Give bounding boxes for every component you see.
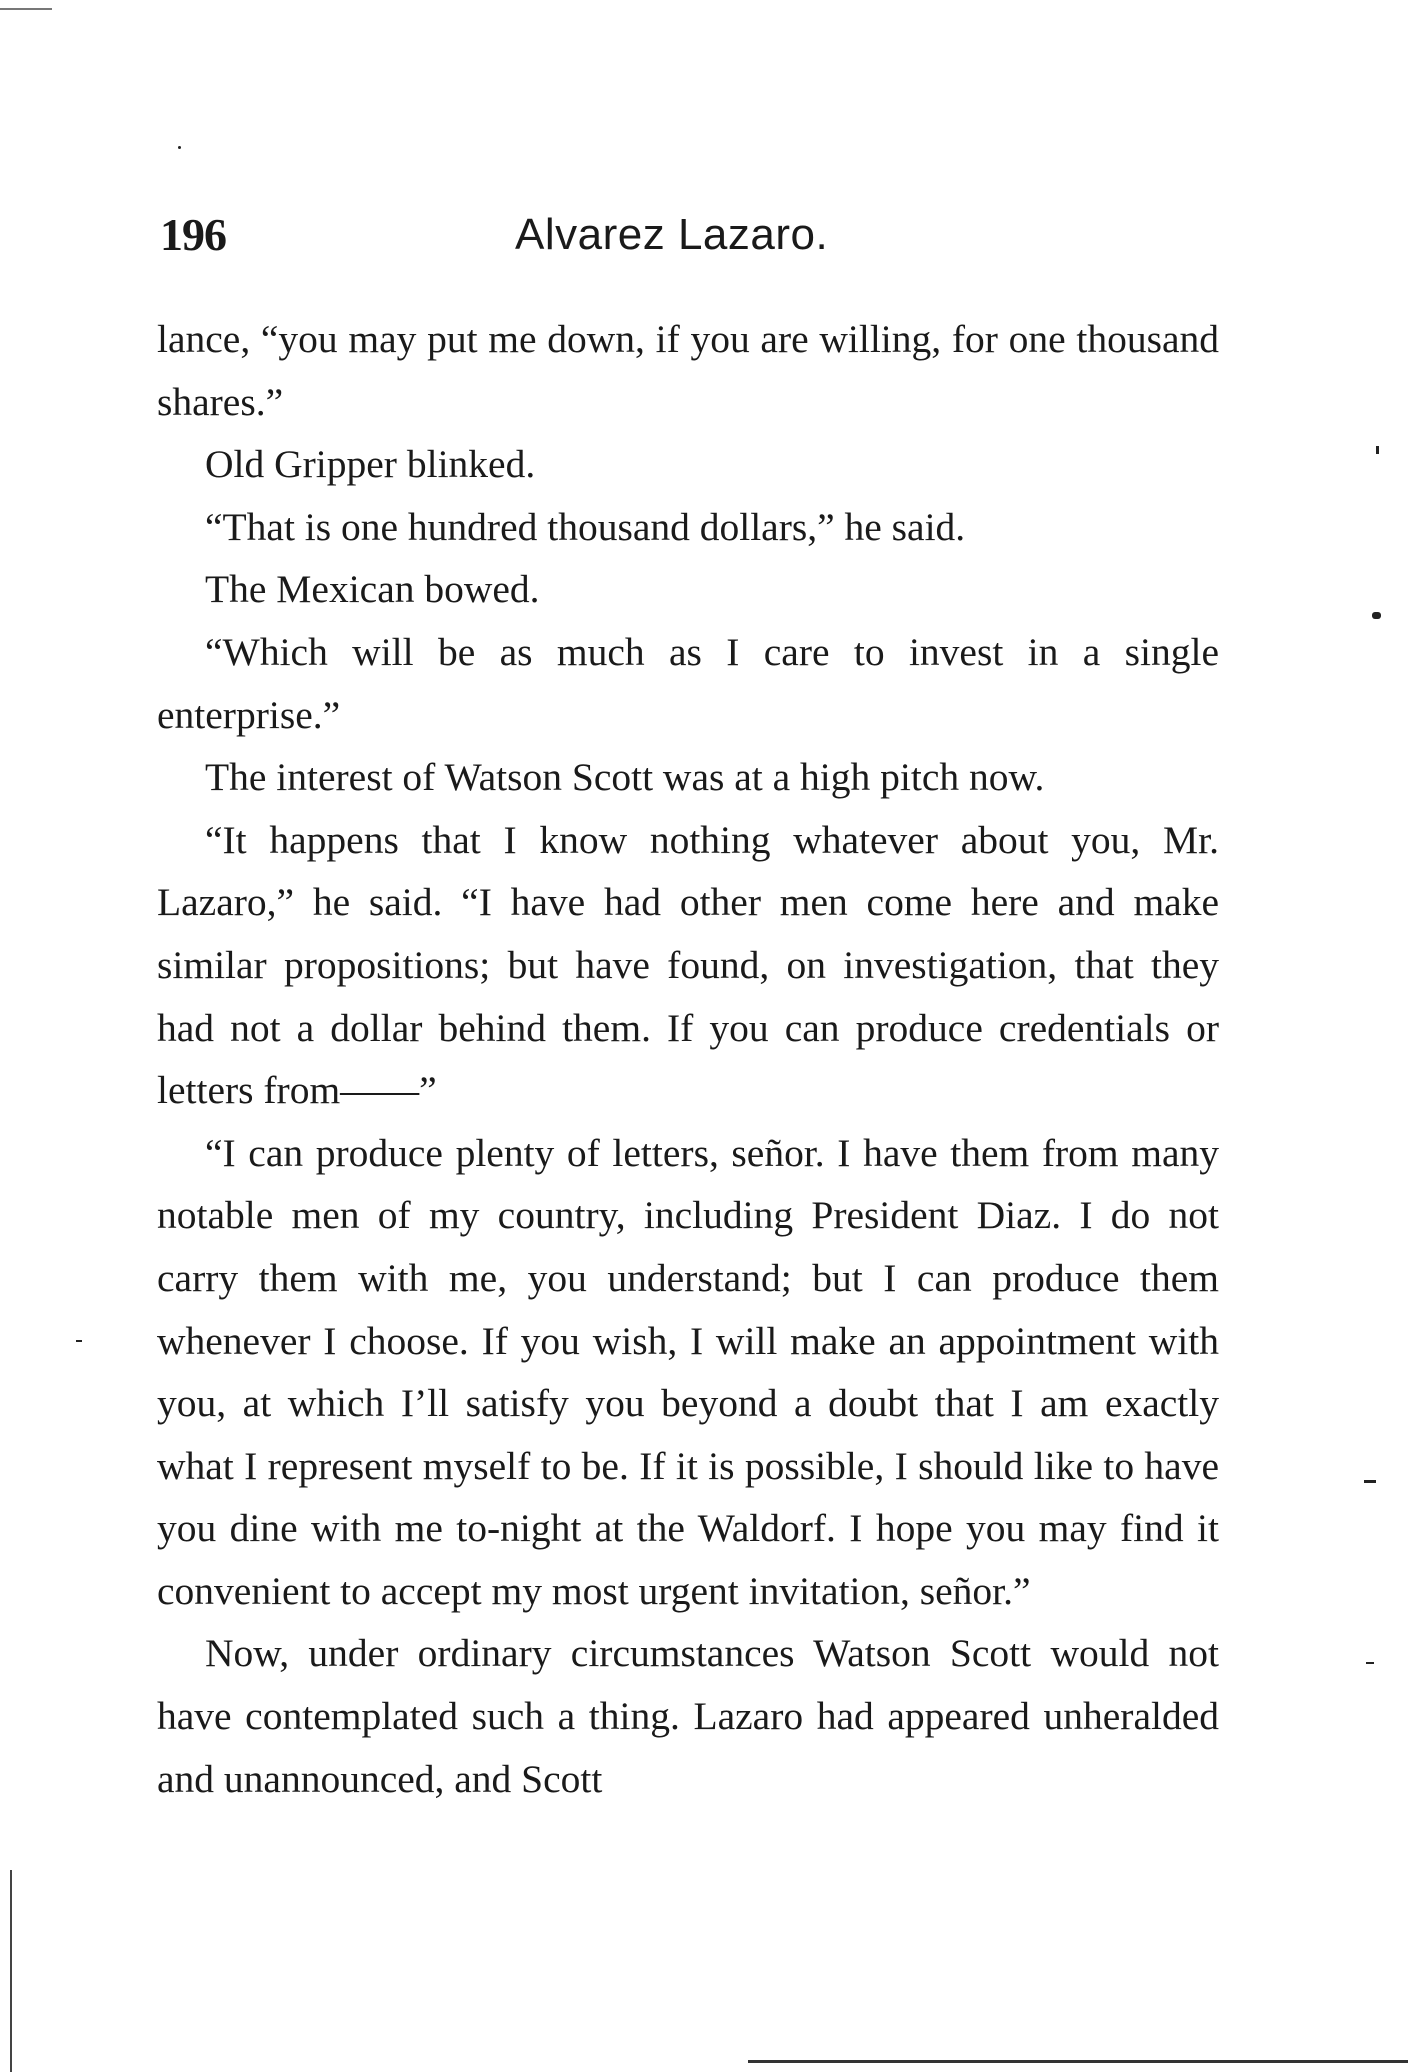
scan-bottom-line (748, 2060, 1408, 2063)
scan-speck (178, 146, 181, 149)
paragraph: Now, under ordinary circumstances Watson Scott would not have contemplated such a thing. Lazaro had appeared unheralded and unannounced, and Scott (157, 1631, 1219, 1801)
scan-edge-mark (0, 8, 52, 10)
paragraph: The Mexican bowed. (205, 567, 540, 612)
paragraph: “Which will be as much as I care to invest in a single enterprise.” (157, 629, 1219, 737)
running-title: Alvarez Lazaro. (515, 210, 829, 259)
paragraph: “It happens that I know nothing whatever about you, Mr. Lazaro,” he said. “I have had other men come here and make similar propositions; but have found, on investigation, that they had not a dollar behind them. If you can produce credentials or letters from——” (157, 817, 1219, 1113)
scan-speck (1366, 1662, 1374, 1664)
paragraph: Old Gripper blinked. (205, 442, 536, 487)
scan-speck (1376, 446, 1379, 454)
paragraph: “I can produce plenty of letters, señor. I have them from many notable men of my country, including President Diaz. I do not carry them with me, you understand; but I can produce them whenever I choose. If you wish, I will make an appointment with you, at which I’ll satisfy you beyond a doubt that I am exactly what I represent myself to be. If it is possible, I should like to have you dine with me to-night at the Waldorf. I hope you may find it convenient to accept my most urgent invitation, señor.” (157, 1130, 1219, 1613)
scan-edge-line (10, 1870, 12, 2072)
page-body (157, 308, 1219, 1810)
paragraph: “That is one hundred thousand dollars,” he said. (205, 504, 966, 549)
page-header (160, 208, 1220, 278)
scan-speck (1372, 612, 1381, 619)
scan-speck (76, 1340, 82, 1342)
paragraph: The interest of Watson Scott was at a high pitch now. (205, 755, 1045, 800)
paragraph: lance, “you may put me down, if you are willing, for one thousand shares.” (157, 317, 1219, 424)
page-number: 196 (160, 209, 226, 260)
scan-speck (1364, 1480, 1376, 1483)
